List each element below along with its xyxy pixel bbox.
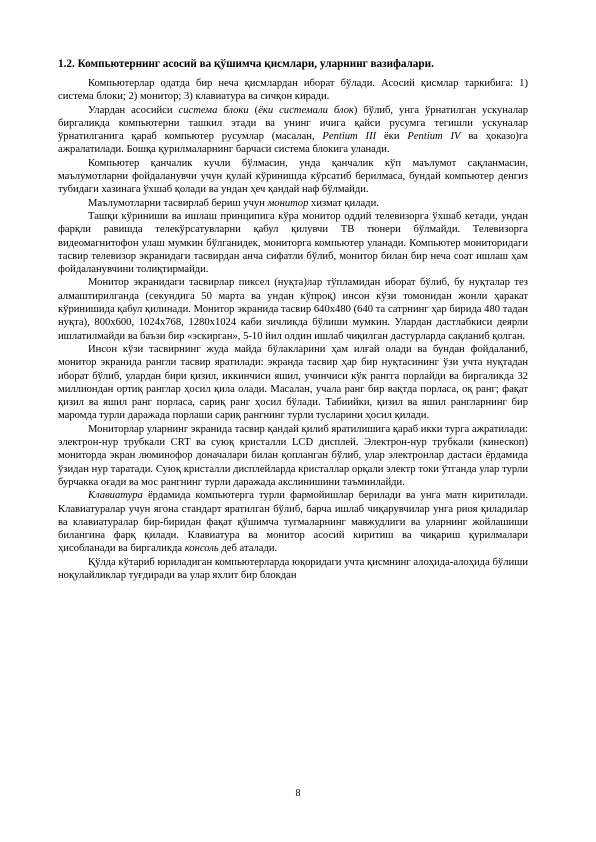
term-monitor: монитор — [267, 197, 309, 209]
paragraph-8: Мониторлар уларнинг экранида тасвир қандай қилиб яратилишига қараб икки турга ажратилади: электрон-нур трубкали CRT ва суюқ кристалли LCD дисплей. Электрон-нур трубкали (кинескоп) мониторда экран люминофор доначалари билан қопланган бўлиб, улар электронлар дастаси ёрдамида ўзидан нур таратади. Суюқ кристалли дисплейларда кристаллар орқали электр токи ўтганда улар турли бурчакка оғади ва мос рангнинг турли даражада акслинишини таъминлайди. — [58, 423, 528, 488]
paragraph-3: Компьютер қанчалик кучли бўлмасин, унда қанчалик кўп маълумот сақланмасин, маълумотларни фойдаланувчи учун қулай кўринишда кўрсатиб берилмаса, бундай компьютер денгиз тубидаги хазинага ўхшаб қолади ва ундан ҳеч қандай наф бўлмайди. — [58, 157, 528, 196]
paragraph-9: Клавиатура ёрдамида компьютерга турли фармойишлар берилади ва унга матн киритилади. Клавиатуралар учун ягона стандарт яратилган бўлиб, барча ишлаб чиқарувчилар унга риоя қиладилар ва клавиатуралар бир-биридан фақат қўшимча тугмаларнинг мавжудлиги ва уларнинг жойлашиши билангина фарқ қилади. Клавиатура ва монитор асосий киритиш ва чиқариш қурилмалари ҳисобланади ва биргаликда консоль деб аталади. — [58, 490, 528, 555]
term-system-block: система блоки — [178, 104, 249, 116]
paragraph-2: Улардан асосийси система блоки (ёки системали блок) бўлиб, унга ўрнатилган ускуналар биргаликда компьютерни ташкил этади ва унинг ичига қайси русумга тегишли ускуналар ўрнатилганига қараб компьютер русумлар (масалан, Pentium III ёки Pentium IV ва ҳоказо)га ажралатилади. Бошқа қурилмаларнинг барчаси система блокига уланади. — [58, 104, 528, 156]
paragraph-1: Компьютерлар одатда бир неча қисмлардан иборат бўлади. Асосий қисмлар таркибига: 1) система блоки; 2) монитор; 3) клавиатура ва сичқон киради. — [58, 78, 528, 103]
paragraph-4: Маълумотларни тасвирлаб бериш учун монитор хизмат қилади. — [88, 197, 379, 209]
page-number: 8 — [295, 788, 301, 799]
term-system-block-alt: ёки системали блок — [258, 104, 354, 116]
paragraph-10: Қўлда кўтариб юриладиган компьютерларда юқоридаги учта қисмнинг алоҳида-алоҳида бўлиши ноқулайликлар туғдиради ва улар яхлит бир блокдан — [58, 556, 528, 581]
term-pentium-4: Pentium IV — [407, 131, 461, 143]
document-body — [58, 58, 528, 582]
section-heading: 1.2. Компьютернинг асосий ва қўшимча қисмлари, уларнинг вазифалари. — [58, 58, 434, 70]
paragraph-7: Инсон кўзи тасвирнинг жуда майда бўлакларини ҳам илғай олади ва бундан фойдаланиб, монитор экранида рангли тасвир яратилади: экранда тасвир ҳар бир нуқтасининг ўзи учта нуқтадан иборат бўлиб, улардан бири қизил, иккинчиси яшил, учинчиси кўк рангга порлайди ва биргаликда 32 миллиондан ортиқ ранглар ҳосил қила олади. Масалан, учала ранг бир вақтда порласа, оқ ранг; фақат қизил ва яшил ранг порласа, сариқ ранг ҳосил бўлади. Табиийки, қизил ва яшил рангларнинг бир маромда турли даражада порлаши сариқ рангнинг турли тусларини ҳосил қилади. — [58, 343, 528, 422]
term-keyboard: Клавиатура — [88, 490, 143, 502]
paragraph-6: Монитор экранидаги тасвирлар пиксел (нуқта)лар тўпламидан иборат бўлиб, бу нуқталар тез алмаштирилганда (секундига 50 марта ва ундан кўпроқ) инсон кўзи томонидан жонли ҳаракат кўринишида қабул қилинади. Монитор экранида тасвир 640x480 (640 та сатрнинг ҳар бирида 480 тадан нуқта), 800x600, 1024x768, 1280x1024 каби зичликда бўлиши мумкин. Улардан дастлабкиси деярли ишлатилмайди ва баъзи бир «эскирган», 5-10 йил олдин ишлаб чиқилган дастурларда сақланиб қолган. — [58, 277, 528, 342]
term-pentium-3: Pentium III — [322, 131, 377, 143]
paragraph-5: Ташқи кўриниши ва ишлаш принципига кўра монитор оддий телевизорга ўхшаб кетади, ундан фарқли равишда телекўрсатувларни қабул қилувчи ТВ тюнери бўлмайди. Телевизорга видеомагнитофон улаш мумкин бўлганидек, мониторга компьютер уланади. Компьютер мониторидаги тасвир телевизор экранидаги тасвирдан анча сифатли бўлиб, монитор билан бир неча соат ишлаш ҳам фойдаланувчини толиқтирмайди. — [58, 210, 528, 276]
term-console: консоль — [184, 543, 219, 555]
